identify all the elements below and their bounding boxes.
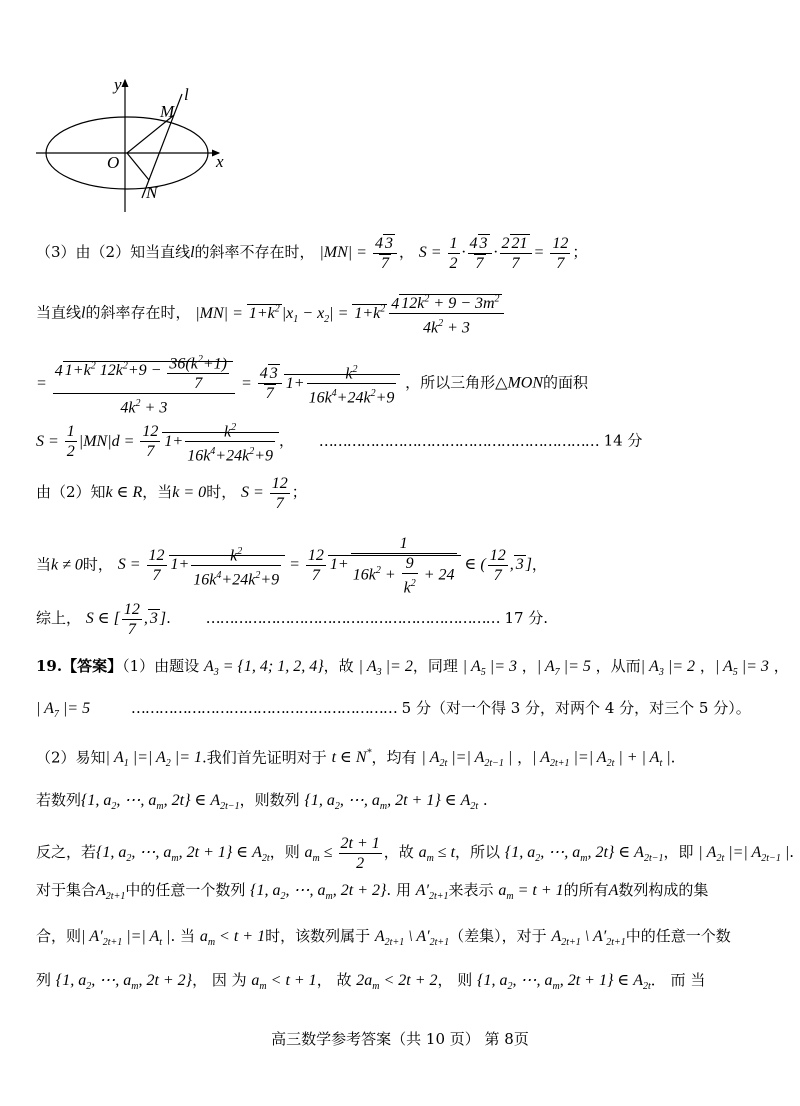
- formula-MN-vertical: |MN| = $\frac{4 3}{7}$: [319, 244, 399, 261]
- para-4: 当直线l的斜率存在时， $|MN| = 1+k^2$ $|x_1 - x_2| = 1+k^2$ $\frac{4 12k^2 + 9 - 3m^2}{4k^2 + 3}$: [36, 290, 506, 338]
- para-8: 当k ≠ 0时， S = $\frac{12}{7}$ 1+ $\frac{k^2}{16k^4+24k^2+9}$ = $\frac{12}{7}$ 1+ 1 $16k^2$ + $\frac{9}{k^2}$ + 24 ∈ ( $\frac{12}{7}$ , 3 ]，: [36, 535, 547, 597]
- dot-leader-3: …………………………………………………: [130, 699, 397, 717]
- formula-MN-expand: = 4 $1+k^2$ $12k^2+9$ − $\frac{36(k^2+1)}{7}$ $4k^2 + 3$ = $\frac{4 3}{7}$ 1+ $\frac{k^2}{16k^4+24k^2+9}$: [36, 375, 400, 392]
- q19-line3: （2）易知| $A_1$ |=| $A_2$ |= 1.我们首先证明对于 t ∈ N*，均有 | $A_{2t}$ |=| $A_{2t-1}$ | ，| $A_{2t+1}$ |=| $A_{2t}$ | + | $A_t$ |.: [36, 748, 676, 770]
- para-5: = 4 $1+k^2$ $12k^2+9$ − $\frac{36(k^2+1)}{7}$ $4k^2 + 3$ = $\frac{4 3}{7}$ 1+ $\frac{k^2}{16k^4+24k^2+9}$ ，所以三角形△MON的面积: [36, 350, 588, 418]
- label-x: x: [216, 152, 224, 171]
- q19-line4: 若数列{1, $a_2$, ⋯, $a_m$, 2t} ∈ $A_{2t-1}$，则数列 {1, $a_2$, ⋯, $a_m$, 2t + 1} ∈ $A_{2t}$ .: [36, 791, 488, 813]
- q19-line1: 19.【答案】（1）由题设 $A_3 = \{1$, 4; 1, 2, 4}，故 | $A_3$ |= 2，同理 | $A_5$ |= 3 ，| $A_7$ |= 5 ，从而| $A_3$ |= 2 ，| $A_5$ |= 3 ，: [36, 657, 789, 679]
- ellipse-figure: [34, 76, 244, 216]
- dot-leader-2: ………………………………………………………: [205, 609, 500, 628]
- q19-line2: | $A_7$ |= 5 ………………………………………………… 5 分（对一个得 3 分，对两个 4 分，对三个 5 分）。: [36, 699, 751, 721]
- q19-line5: 反之，若{1, $a_2$, ⋯, $a_m$, 2t + 1} ∈ $A_{2t}$，则 $a_m$ ≤ $\frac{2t + 1}{2}$ ，故 $a_m \le t$，所以 {1, $a_2$, ⋯, $a_m$, 2t} ∈ $A_{2t-1}$，即 | $A_{2t}$ |=| $A_{2t-1}$ |.: [36, 835, 795, 872]
- formula-MN-chord: $|MN| = 1+k^2$ $|x_1 - x_2| = 1+k^2$ $\frac{4 12k^2 + 9 - 3m^2}{4k^2 + 3}$: [195, 305, 505, 322]
- para-6: S = $\frac{1}{2}$ |MN|d = $\frac{12}{7}$ 1+ $\frac{k^2}{16k^4+24k^2+9}$ ， …………………………………………………… 14 分: [36, 418, 642, 466]
- q19-line7: 合，则| $A'_{2t+1}$ |=| $A_t$ |. 当 $a_m < t + 1$时，该数列属于 $A_{2t+1}$ \ $A'_{2t+1}$（差集），对于 $A_{2t+1}$ \ $A'_{2t+1}$中的任意一个数: [36, 927, 731, 949]
- segment-ON: [127, 153, 149, 180]
- label-O: O: [107, 153, 120, 172]
- para-7: 由（2）知k ∈ R，当k = 0时， S = $\frac{12}{7}$ ；: [36, 475, 307, 512]
- para-9: 综上， S ∈ [ $\frac{12}{7}$ , 3 ]. ……………………………………………………… 17 分.: [36, 601, 549, 638]
- dot-leader: ……………………………………………………: [318, 431, 599, 450]
- label-l: l: [184, 85, 189, 104]
- label-y: y: [114, 76, 122, 94]
- label-M: M: [160, 102, 175, 121]
- formula-S-area: S = $\frac{1}{2}$ |MN|d = $\frac{12}{7}$ 1+ $\frac{k^2}{16k^4+24k^2+9}$: [36, 433, 279, 450]
- q19-line6: 对于集合$A_{2t+1}$中的任意一个数列 {1, $a_2$, ⋯, $a_m$, 2t + 2}. 用 $A'_{2t+1}$来表示 $a_m = t + 1$的所有A数列构成的集: [36, 881, 709, 903]
- page-footer: 高三数学参考答案（共 10 页） 第 8页: [271, 1030, 529, 1048]
- formula-S-vertical: S = $\frac{1}{2}$ · $\frac{4 3}{7}$ · $\frac{2 21}{7}$ = $\frac{12}{7}$: [418, 235, 569, 272]
- label-N: N: [146, 183, 158, 202]
- formula-S-kn0: S = $\frac{12}{7}$ 1+ $\frac{k^2}{16k^4+24k^2+9}$ = $\frac{12}{7}$ 1+ 1 $16k^2$ + $\frac{9}{k^2}$ + 24 ∈ ( $\frac{12}{7}$ , 3 ]: [117, 535, 532, 597]
- para-3: （3）由（2）知当直线l的斜率不存在时， |MN| = $\frac{4 3}{7}$ ， S = $\frac{1}{2}$ · $\frac{4 3}{7}$ · $\frac{2 21}{7}$ = $\frac{12}{7}$ ；: [36, 235, 588, 272]
- q19-line8: 列 {1, $a_2$, ⋯, $a_m$, 2t + 2}， 因 为 $a_m < t + 1$， 故 $2a_m < 2t + 2$， 则 {1, $a_2$, ⋯, $a_m$, 2t + 1} ∈ $A_{2t}$． 而 当: [36, 971, 706, 993]
- formula-S-range: S ∈ [ $\frac{12}{7}$ , 3 ]: [85, 601, 167, 638]
- formula-S-k0: S = $\frac{12}{7}$: [240, 475, 288, 512]
